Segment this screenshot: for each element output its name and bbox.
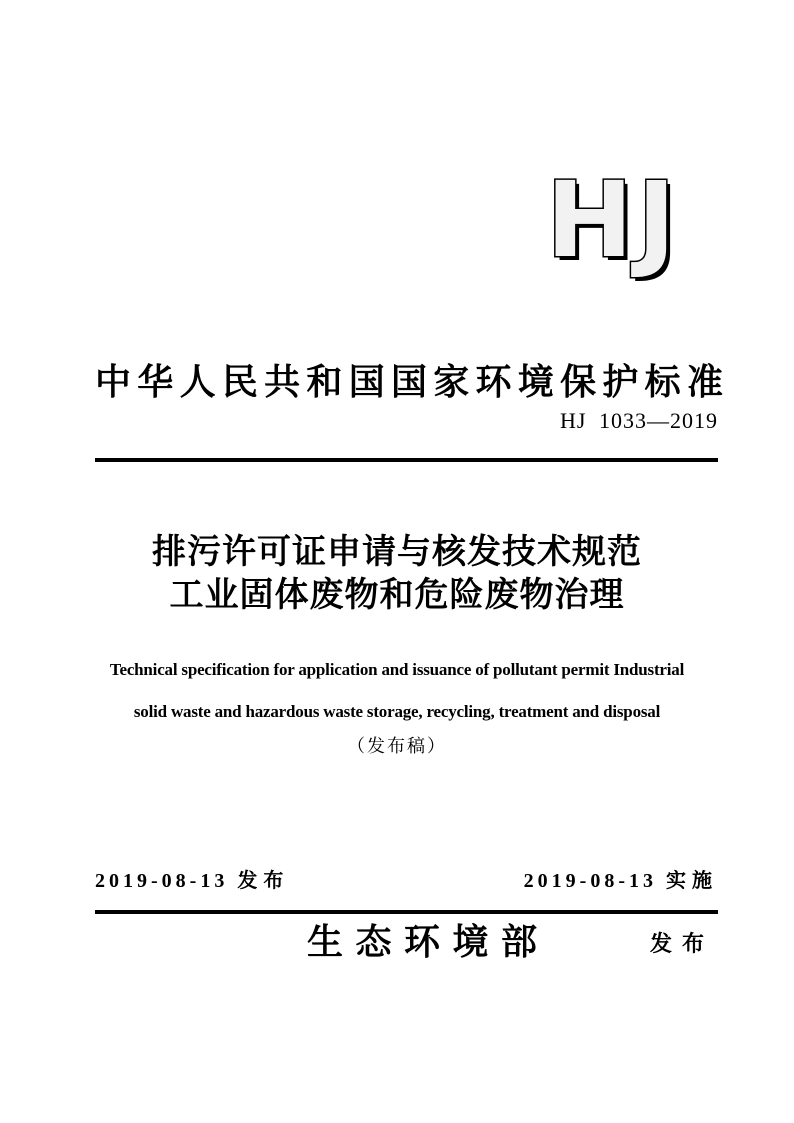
document-title-en-line2: solid waste and hazardous waste storage, recycling, treatment and disposal — [133, 702, 661, 721]
implementation-date-label: 实施 — [666, 870, 718, 892]
issue-date-value: 2019-08-13 — [95, 870, 229, 892]
document-title-en — [0, 649, 794, 733]
document-title-en-line1: Technical specification for application and issuance of pollutant permit Industrial — [109, 660, 685, 679]
header-divider-rule — [95, 458, 718, 462]
publish-label: 发 布 — [650, 931, 704, 956]
implementation-date — [524, 868, 718, 894]
document-title-cn-line2: 工业固体废物和危险废物治理 — [169, 576, 625, 614]
release-note: （发布稿） — [347, 736, 447, 756]
footer-divider-rule — [95, 910, 718, 914]
implementation-date-value: 2019-08-13 — [523, 870, 657, 892]
national-standard-title: 中 华 人 民 共 和 国 国 家 环 境 保 护 标 准 — [95, 362, 723, 402]
issue-date-label: 发布 — [237, 870, 290, 892]
standard-number: HJ 1033—2019 — [560, 408, 718, 433]
dates-row — [0, 868, 794, 894]
document-title-cn-line1: 排污许可证申请与核发技术规范 — [152, 533, 642, 571]
issuing-authority: 生 态 环 境 部 — [307, 922, 537, 962]
document-title-cn — [0, 531, 794, 617]
hj-standard-logo: HJ — [546, 159, 680, 281]
issue-date — [95, 868, 289, 894]
